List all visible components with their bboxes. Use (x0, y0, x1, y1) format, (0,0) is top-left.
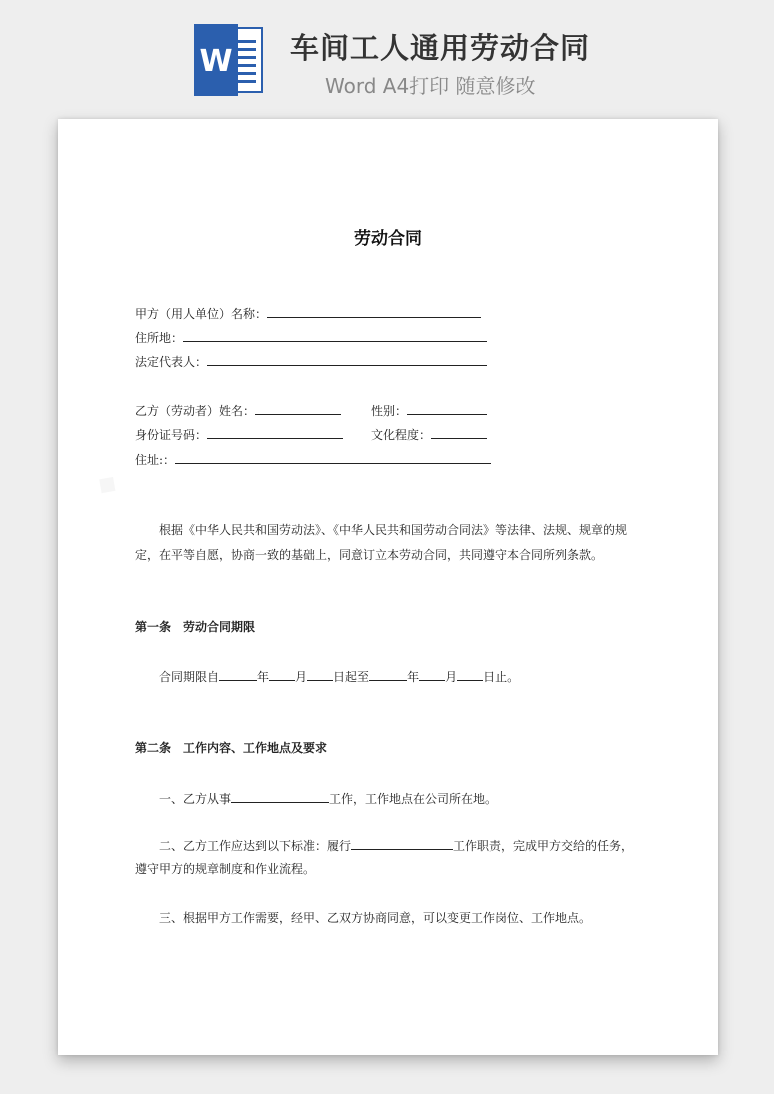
preamble-line-2: 定，在平等自愿，协商一致的基础上，同意订立本劳动合同，共同遵守本合同所列条款。 (135, 548, 604, 562)
party-b-id-line: 身份证号码： (135, 426, 343, 443)
document-title: 劳动合同 (354, 229, 422, 249)
article-2-item-2-cont: 遵守甲方的规章制度和作业流程。 (135, 862, 316, 876)
party-b-address-blank[interactable] (175, 451, 491, 464)
document-page (58, 119, 718, 1055)
word-icon-letter: W (199, 44, 233, 79)
party-b-education-blank[interactable] (431, 426, 487, 439)
party-b-education-line: 文化程度： (371, 426, 487, 443)
article-2-heading: 第二条 工作内容、工作地点及要求 (135, 741, 328, 755)
article-2-item-3: 三、根据甲方工作需要，经甲、乙双方协商同意，可以变更工作岗位、工作地点。 (159, 911, 592, 925)
party-a-name-line: 甲方（用人单位）名称： (135, 305, 481, 322)
end-day-blank[interactable] (457, 668, 483, 681)
page-subtitle: Word A4打印 随意修改 (325, 74, 536, 98)
page-header (0, 0, 774, 110)
page-title: 车间工人通用劳动合同 (290, 31, 591, 65)
article-1-heading: 第一条 劳动合同期限 (135, 620, 256, 634)
article-1-term-line: 合同期限自 年 月 日起至 年 月 日止。 (159, 670, 520, 684)
watermark (91, 466, 125, 502)
party-b-name-blank[interactable] (255, 402, 341, 415)
party-a-name-blank[interactable] (267, 305, 481, 318)
end-month-blank[interactable] (419, 668, 445, 681)
word-icon (194, 24, 264, 96)
party-a-rep-blank[interactable] (207, 353, 487, 366)
party-b-gender-blank[interactable] (407, 402, 487, 415)
party-b-address-line: 住址:： (135, 451, 491, 468)
job-blank[interactable] (231, 790, 329, 803)
party-b-name-line: 乙方（劳动者）姓名： (135, 402, 341, 419)
party-b-id-blank[interactable] (207, 426, 343, 439)
party-a-address-line: 住所地： (135, 329, 487, 346)
article-2-item-2: 二、乙方工作应达到以下标准：履行 工作职责，完成甲方交给的任务， (159, 839, 634, 853)
party-a-address-blank[interactable] (183, 329, 487, 342)
preamble-line-1: 根据《中华人民共和国劳动法》、《中华人民共和国劳动合同法》等法律、法规、规章的规 (159, 523, 628, 537)
duty-blank[interactable] (351, 837, 453, 850)
end-year-blank[interactable] (369, 668, 407, 681)
start-day-blank[interactable] (307, 668, 333, 681)
start-year-blank[interactable] (219, 668, 257, 681)
start-month-blank[interactable] (269, 668, 295, 681)
party-a-rep-line: 法定代表人： (135, 353, 487, 370)
article-2-item-1: 一、乙方从事 工作，工作地点在公司所在地。 (159, 792, 498, 806)
party-b-gender-line: 性别： (371, 402, 487, 419)
